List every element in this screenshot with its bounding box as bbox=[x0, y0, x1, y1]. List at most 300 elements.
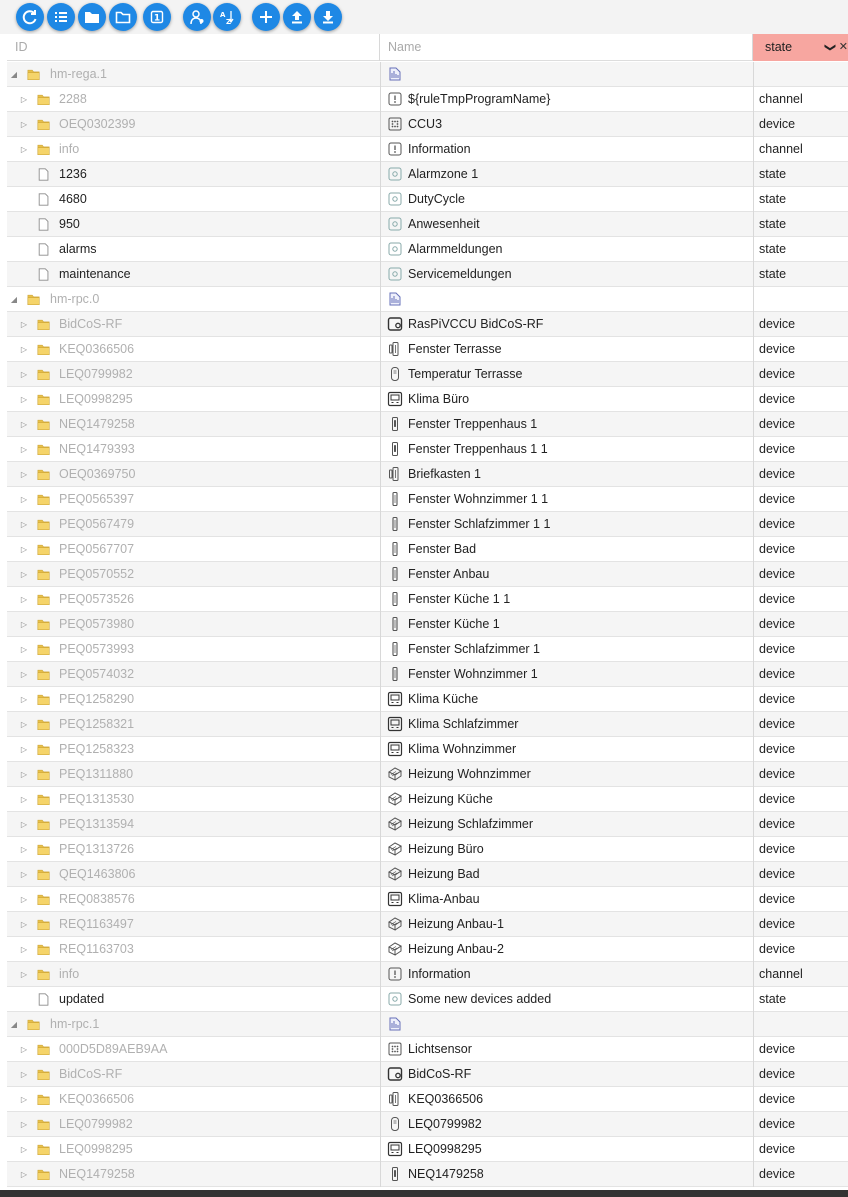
expand-arrow-icon[interactable]: ▷ bbox=[20, 520, 28, 529]
id-cell bbox=[7, 512, 380, 537]
id-cell bbox=[7, 337, 380, 362]
table-row[interactable] bbox=[7, 962, 848, 987]
object-id: 1236 bbox=[59, 167, 87, 181]
table-row[interactable] bbox=[7, 537, 848, 562]
role-cell: device bbox=[753, 712, 848, 737]
role-cell: device bbox=[753, 537, 848, 562]
object-id: 2288 bbox=[59, 92, 87, 106]
role-cell: device bbox=[753, 737, 848, 762]
name-cell bbox=[380, 287, 753, 312]
object-name: LEQ0799982 bbox=[408, 1117, 482, 1131]
expand-arrow-icon[interactable]: ▷ bbox=[20, 570, 28, 579]
name-cell bbox=[380, 437, 753, 462]
id-cell bbox=[7, 412, 380, 437]
object-id: LEQ0799982 bbox=[59, 1117, 133, 1131]
name-cell bbox=[380, 237, 753, 262]
role-cell: channel bbox=[753, 962, 848, 987]
table-row[interactable] bbox=[7, 562, 848, 587]
table-row[interactable] bbox=[7, 812, 848, 837]
role-cell: channel bbox=[753, 87, 848, 112]
window-contact-icon bbox=[387, 1091, 403, 1107]
file-icon bbox=[37, 217, 51, 232]
object-id: KEQ0366506 bbox=[59, 1092, 135, 1106]
upload-icon bbox=[289, 9, 305, 25]
ccu-icon bbox=[387, 1066, 403, 1082]
folder-icon bbox=[37, 892, 51, 907]
role-cell: device bbox=[753, 337, 848, 362]
id-cell bbox=[7, 1087, 380, 1112]
expand-arrow-icon[interactable]: ▷ bbox=[20, 695, 28, 704]
instance-icon bbox=[387, 291, 403, 307]
folder-icon bbox=[37, 1067, 51, 1082]
object-id: PEQ1258321 bbox=[59, 717, 135, 731]
object-name: Heizung Büro bbox=[408, 842, 484, 856]
radiator-valve-icon bbox=[387, 841, 403, 857]
table-row[interactable] bbox=[7, 487, 848, 512]
table-row[interactable] bbox=[7, 1012, 848, 1037]
svg-text:Z: Z bbox=[226, 18, 232, 25]
radiator-valve-icon bbox=[387, 816, 403, 832]
object-name: Fenster Schlafzimmer 1 bbox=[408, 642, 540, 656]
object-name: Klima-Anbau bbox=[408, 892, 480, 906]
role-cell: device bbox=[753, 662, 848, 687]
role-cell: device bbox=[753, 1137, 848, 1162]
expand-arrow-icon[interactable]: ▷ bbox=[20, 120, 28, 129]
upload-button[interactable] bbox=[283, 3, 311, 31]
object-name: Fenster Wohnzimmer 1 1 bbox=[408, 492, 549, 506]
table-row[interactable] bbox=[7, 62, 848, 87]
instance-icon bbox=[387, 66, 403, 82]
object-id: PEQ1258290 bbox=[59, 692, 135, 706]
table-row[interactable] bbox=[7, 512, 848, 537]
folder-icon bbox=[37, 942, 51, 957]
table-row[interactable] bbox=[7, 662, 848, 687]
table-row[interactable] bbox=[7, 1087, 848, 1112]
table-row[interactable] bbox=[7, 612, 848, 637]
id-cell bbox=[7, 362, 380, 387]
name-cell bbox=[380, 487, 753, 512]
expand-arrow-icon[interactable]: ▷ bbox=[20, 1170, 28, 1179]
object-name: DutyCycle bbox=[408, 192, 465, 206]
name-cell bbox=[380, 537, 753, 562]
refresh-button[interactable] bbox=[16, 3, 44, 31]
expand-arrow-icon[interactable]: ▷ bbox=[20, 795, 28, 804]
file-icon bbox=[37, 192, 51, 207]
role-filter-select[interactable] bbox=[753, 34, 848, 61]
id-cell bbox=[7, 187, 380, 212]
thermostat-icon bbox=[387, 691, 403, 707]
table-row[interactable] bbox=[7, 162, 848, 187]
object-id: BidCoS-RF bbox=[59, 1067, 123, 1081]
table-row[interactable] bbox=[7, 637, 848, 662]
name-cell bbox=[380, 337, 753, 362]
object-id: info bbox=[59, 142, 80, 156]
add-object-button[interactable] bbox=[252, 3, 280, 31]
folder-icon bbox=[37, 417, 51, 432]
expand-arrow-icon[interactable]: ▷ bbox=[20, 670, 28, 679]
plus-icon bbox=[258, 9, 274, 25]
table-row[interactable] bbox=[7, 337, 848, 362]
folder-icon bbox=[37, 392, 51, 407]
table-row[interactable] bbox=[7, 1112, 848, 1137]
object-name: Fenster Bad bbox=[408, 542, 477, 556]
folder-icon bbox=[37, 117, 51, 132]
clear-filter-icon[interactable]: ✕ bbox=[838, 41, 848, 53]
expand-arrow-icon[interactable]: ▷ bbox=[20, 645, 28, 654]
handle-icon bbox=[387, 416, 403, 432]
expand-arrow-icon[interactable]: ▷ bbox=[20, 770, 28, 779]
object-id: maintenance bbox=[59, 267, 131, 281]
folder-outline-icon bbox=[115, 9, 131, 25]
table-row[interactable] bbox=[7, 687, 848, 712]
file-icon bbox=[37, 167, 51, 182]
name-cell bbox=[380, 137, 753, 162]
role-cell: device bbox=[753, 462, 848, 487]
expand-arrow-icon[interactable]: ▷ bbox=[20, 595, 28, 604]
table-row[interactable] bbox=[7, 287, 848, 312]
table-row[interactable] bbox=[7, 387, 848, 412]
name-cell bbox=[380, 937, 753, 962]
level-button[interactable] bbox=[143, 3, 171, 31]
object-name: Servicemeldungen bbox=[408, 267, 512, 281]
table-row[interactable] bbox=[7, 862, 848, 887]
level-icon bbox=[149, 9, 165, 25]
name-cell bbox=[380, 212, 753, 237]
chevron-down-icon: ❯ bbox=[823, 42, 836, 53]
expand-arrow-icon[interactable]: ▷ bbox=[20, 370, 28, 379]
expand-arrow-icon[interactable]: ▷ bbox=[20, 145, 28, 154]
name-cell bbox=[380, 387, 753, 412]
expand-arrow-icon[interactable]: ▷ bbox=[20, 95, 28, 104]
table-row[interactable] bbox=[7, 1062, 848, 1087]
window-contact-icon bbox=[387, 466, 403, 482]
name-cell bbox=[380, 837, 753, 862]
id-cell bbox=[7, 487, 380, 512]
id-cell bbox=[7, 1112, 380, 1137]
object-name: RasPiVCCU BidCoS-RF bbox=[408, 317, 544, 331]
expand-arrow-icon[interactable]: ▷ bbox=[20, 745, 28, 754]
object-id: REQ1163497 bbox=[59, 917, 134, 931]
expand-arrow-icon[interactable]: ▷ bbox=[20, 870, 28, 879]
collapse-arrow-icon[interactable]: ◢ bbox=[10, 295, 18, 304]
object-name: Heizung Anbau-2 bbox=[408, 942, 504, 956]
role-cell: device bbox=[753, 937, 848, 962]
id-cell bbox=[7, 787, 380, 812]
list-icon bbox=[53, 9, 69, 25]
object-id: BidCoS-RF bbox=[59, 317, 123, 331]
object-id: updated bbox=[59, 992, 105, 1006]
role-cell: state bbox=[753, 987, 848, 1012]
object-id: PEQ0573980 bbox=[59, 617, 135, 631]
object-id: info bbox=[59, 967, 80, 981]
table-row[interactable] bbox=[7, 887, 848, 912]
object-name: Heizung Bad bbox=[408, 867, 480, 881]
id-cell bbox=[7, 937, 380, 962]
svg-text:A: A bbox=[220, 11, 226, 19]
table-row[interactable] bbox=[7, 112, 848, 137]
state-icon bbox=[387, 991, 403, 1007]
id-cell bbox=[7, 162, 380, 187]
folder-icon bbox=[37, 1092, 51, 1107]
folder-icon bbox=[37, 92, 51, 107]
table-row[interactable] bbox=[7, 712, 848, 737]
role-cell: device bbox=[753, 1162, 848, 1187]
collapse-arrow-icon[interactable]: ◢ bbox=[10, 70, 18, 79]
expand-arrow-icon[interactable]: ▷ bbox=[20, 970, 28, 979]
folder-icon bbox=[37, 867, 51, 882]
customize-button[interactable] bbox=[183, 3, 211, 31]
id-cell bbox=[7, 837, 380, 862]
table-row[interactable] bbox=[7, 737, 848, 762]
table-row[interactable] bbox=[7, 912, 848, 937]
object-name: Fenster Schlafzimmer 1 1 bbox=[408, 517, 551, 531]
object-name: ${ruleTmpProgramName} bbox=[408, 92, 551, 106]
table-row[interactable] bbox=[7, 187, 848, 212]
id-cell bbox=[7, 737, 380, 762]
folder-icon bbox=[37, 817, 51, 832]
name-cell bbox=[380, 587, 753, 612]
id-cell bbox=[7, 62, 380, 87]
table-row[interactable] bbox=[7, 87, 848, 112]
name-cell bbox=[380, 637, 753, 662]
table-row[interactable] bbox=[7, 237, 848, 262]
expand-arrow-icon[interactable]: ▷ bbox=[20, 445, 28, 454]
table-row[interactable] bbox=[7, 587, 848, 612]
object-id: PEQ0573526 bbox=[59, 592, 135, 606]
sort-az-button[interactable] bbox=[213, 3, 241, 31]
object-id: 4680 bbox=[59, 192, 87, 206]
table-row[interactable] bbox=[7, 1162, 848, 1187]
expand-arrow-icon[interactable]: ▷ bbox=[20, 1120, 28, 1129]
state-icon bbox=[387, 166, 403, 182]
object-name: Fenster Terrasse bbox=[408, 342, 502, 356]
expand-arrow-icon[interactable]: ▷ bbox=[20, 845, 28, 854]
thermostat-icon bbox=[387, 1141, 403, 1157]
expand-arrow-icon[interactable]: ▷ bbox=[20, 620, 28, 629]
object-name: Fenster Anbau bbox=[408, 567, 490, 581]
role-cell: device bbox=[753, 837, 848, 862]
table-row[interactable] bbox=[7, 987, 848, 1012]
name-cell bbox=[380, 1137, 753, 1162]
person-gear-icon bbox=[189, 9, 205, 25]
name-filter-input[interactable]: Name bbox=[380, 34, 753, 61]
object-name: KEQ0366506 bbox=[408, 1092, 484, 1106]
download-button[interactable] bbox=[314, 3, 342, 31]
name-cell bbox=[380, 112, 753, 137]
folder-icon bbox=[37, 517, 51, 532]
expand-arrow-icon[interactable]: ▷ bbox=[20, 495, 28, 504]
table-row[interactable] bbox=[7, 312, 848, 337]
table-row[interactable] bbox=[7, 1137, 848, 1162]
temp-sensor-icon bbox=[387, 1116, 403, 1132]
object-id: NEQ1479393 bbox=[59, 442, 135, 456]
expand-arrow-icon[interactable]: ▷ bbox=[20, 1070, 28, 1079]
role-cell: channel bbox=[753, 137, 848, 162]
folder-icon bbox=[37, 592, 51, 607]
name-cell bbox=[380, 737, 753, 762]
id-cell bbox=[7, 987, 380, 1012]
id-cell bbox=[7, 887, 380, 912]
sort-az-icon bbox=[219, 9, 235, 25]
list-view-button[interactable] bbox=[47, 3, 75, 31]
name-cell bbox=[380, 1162, 753, 1187]
table-row[interactable] bbox=[7, 1037, 848, 1062]
name-cell bbox=[380, 787, 753, 812]
bottom-edge bbox=[0, 1190, 848, 1197]
table-row[interactable] bbox=[7, 787, 848, 812]
expand-folders-button[interactable] bbox=[78, 3, 106, 31]
radiator-valve-icon bbox=[387, 941, 403, 957]
toolbar bbox=[0, 0, 848, 34]
folder-icon bbox=[37, 1167, 51, 1182]
folder-icon bbox=[37, 617, 51, 632]
expand-arrow-icon[interactable]: ▷ bbox=[20, 1045, 28, 1054]
name-cell bbox=[380, 512, 753, 537]
object-name: CCU3 bbox=[408, 117, 443, 131]
collapse-arrow-icon[interactable]: ◢ bbox=[10, 1020, 18, 1029]
folder-icon bbox=[37, 342, 51, 357]
expand-arrow-icon[interactable]: ▷ bbox=[20, 720, 28, 729]
radiator-valve-icon bbox=[387, 866, 403, 882]
role-cell bbox=[753, 1012, 848, 1037]
contact-slim-icon bbox=[387, 491, 403, 507]
role-cell: device bbox=[753, 912, 848, 937]
role-cell: device bbox=[753, 762, 848, 787]
object-id: QEQ1463806 bbox=[59, 867, 136, 881]
expand-arrow-icon[interactable]: ▷ bbox=[20, 420, 28, 429]
role-cell: state bbox=[753, 262, 848, 287]
role-cell: device bbox=[753, 887, 848, 912]
file-icon bbox=[37, 267, 51, 282]
table-row[interactable] bbox=[7, 137, 848, 162]
expand-arrow-icon[interactable]: ▷ bbox=[20, 920, 28, 929]
role-cell: device bbox=[753, 1037, 848, 1062]
object-id: hm-rega.1 bbox=[50, 67, 107, 81]
folder-icon bbox=[37, 667, 51, 682]
id-cell bbox=[7, 1062, 380, 1087]
object-id: alarms bbox=[59, 242, 97, 256]
id-cell bbox=[7, 112, 380, 137]
object-name: Alarmzone 1 bbox=[408, 167, 479, 181]
expand-arrow-icon[interactable]: ▷ bbox=[20, 545, 28, 554]
collapse-folders-button[interactable] bbox=[109, 3, 137, 31]
table-row[interactable] bbox=[7, 262, 848, 287]
id-cell bbox=[7, 587, 380, 612]
role-cell: device bbox=[753, 437, 848, 462]
id-cell bbox=[7, 962, 380, 987]
role-cell: device bbox=[753, 687, 848, 712]
table-row[interactable] bbox=[7, 762, 848, 787]
expand-arrow-icon[interactable]: ▷ bbox=[20, 345, 28, 354]
id-cell bbox=[7, 712, 380, 737]
folder-icon bbox=[37, 317, 51, 332]
object-id: hm-rpc.1 bbox=[50, 1017, 100, 1031]
role-cell: state bbox=[753, 212, 848, 237]
object-name: Klima Wohnzimmer bbox=[408, 742, 517, 756]
role-cell: device bbox=[753, 387, 848, 412]
object-id: KEQ0366506 bbox=[59, 342, 135, 356]
name-cell bbox=[380, 1112, 753, 1137]
expand-arrow-icon[interactable]: ▷ bbox=[20, 320, 28, 329]
object-id: LEQ0799982 bbox=[59, 367, 133, 381]
object-id: REQ1163703 bbox=[59, 942, 134, 956]
download-icon bbox=[320, 9, 336, 25]
thermostat-icon bbox=[387, 891, 403, 907]
object-name: Some new devices added bbox=[408, 992, 552, 1006]
expand-arrow-icon[interactable]: ▷ bbox=[20, 1095, 28, 1104]
object-id: PEQ1313594 bbox=[59, 817, 135, 831]
handle-icon bbox=[387, 441, 403, 457]
info-icon bbox=[387, 966, 403, 982]
table-row[interactable] bbox=[7, 462, 848, 487]
name-cell bbox=[380, 162, 753, 187]
folder-icon bbox=[37, 1042, 51, 1057]
id-filter-input[interactable]: ID bbox=[7, 34, 380, 61]
state-icon bbox=[387, 191, 403, 207]
id-cell bbox=[7, 862, 380, 887]
id-cell bbox=[7, 612, 380, 637]
object-id: PEQ1258323 bbox=[59, 742, 135, 756]
id-cell bbox=[7, 637, 380, 662]
folder-icon bbox=[37, 567, 51, 582]
name-cell bbox=[380, 87, 753, 112]
table-row[interactable] bbox=[7, 212, 848, 237]
thermostat-icon bbox=[387, 741, 403, 757]
folder-icon bbox=[27, 67, 41, 82]
expand-arrow-icon[interactable]: ▷ bbox=[20, 820, 28, 829]
expand-arrow-icon[interactable]: ▷ bbox=[20, 945, 28, 954]
name-cell bbox=[380, 962, 753, 987]
object-name: BidCoS-RF bbox=[408, 1067, 472, 1081]
svg-text:1: 1 bbox=[153, 13, 161, 24]
role-cell: device bbox=[753, 1112, 848, 1137]
name-cell bbox=[380, 312, 753, 337]
folder-icon bbox=[37, 742, 51, 757]
role-cell: device bbox=[753, 312, 848, 337]
folder-icon bbox=[37, 1142, 51, 1157]
expand-arrow-icon[interactable]: ▷ bbox=[20, 895, 28, 904]
role-cell: device bbox=[753, 587, 848, 612]
table-row[interactable] bbox=[7, 362, 848, 387]
folder-icon bbox=[37, 692, 51, 707]
object-name: Klima Schlafzimmer bbox=[408, 717, 519, 731]
table-row[interactable] bbox=[7, 412, 848, 437]
expand-arrow-icon[interactable]: ▷ bbox=[20, 395, 28, 404]
ccu-icon bbox=[387, 316, 403, 332]
name-cell bbox=[380, 1087, 753, 1112]
table-row[interactable] bbox=[7, 837, 848, 862]
state-icon bbox=[387, 216, 403, 232]
id-cell bbox=[7, 1137, 380, 1162]
object-id: PEQ1313726 bbox=[59, 842, 135, 856]
state-icon bbox=[387, 241, 403, 257]
expand-arrow-icon[interactable]: ▷ bbox=[20, 1145, 28, 1154]
info-icon bbox=[387, 91, 403, 107]
folder-icon bbox=[37, 142, 51, 157]
name-cell bbox=[380, 562, 753, 587]
role-cell: device bbox=[753, 812, 848, 837]
table-row[interactable] bbox=[7, 437, 848, 462]
name-cell bbox=[380, 62, 753, 87]
name-cell bbox=[380, 887, 753, 912]
table-row[interactable] bbox=[7, 937, 848, 962]
folder-icon bbox=[27, 292, 41, 307]
object-id: hm-rpc.0 bbox=[50, 292, 100, 306]
id-cell bbox=[7, 1162, 380, 1187]
object-name: Alarmmeldungen bbox=[408, 242, 503, 256]
object-id: NEQ1479258 bbox=[59, 1167, 135, 1181]
expand-arrow-icon[interactable]: ▷ bbox=[20, 470, 28, 479]
